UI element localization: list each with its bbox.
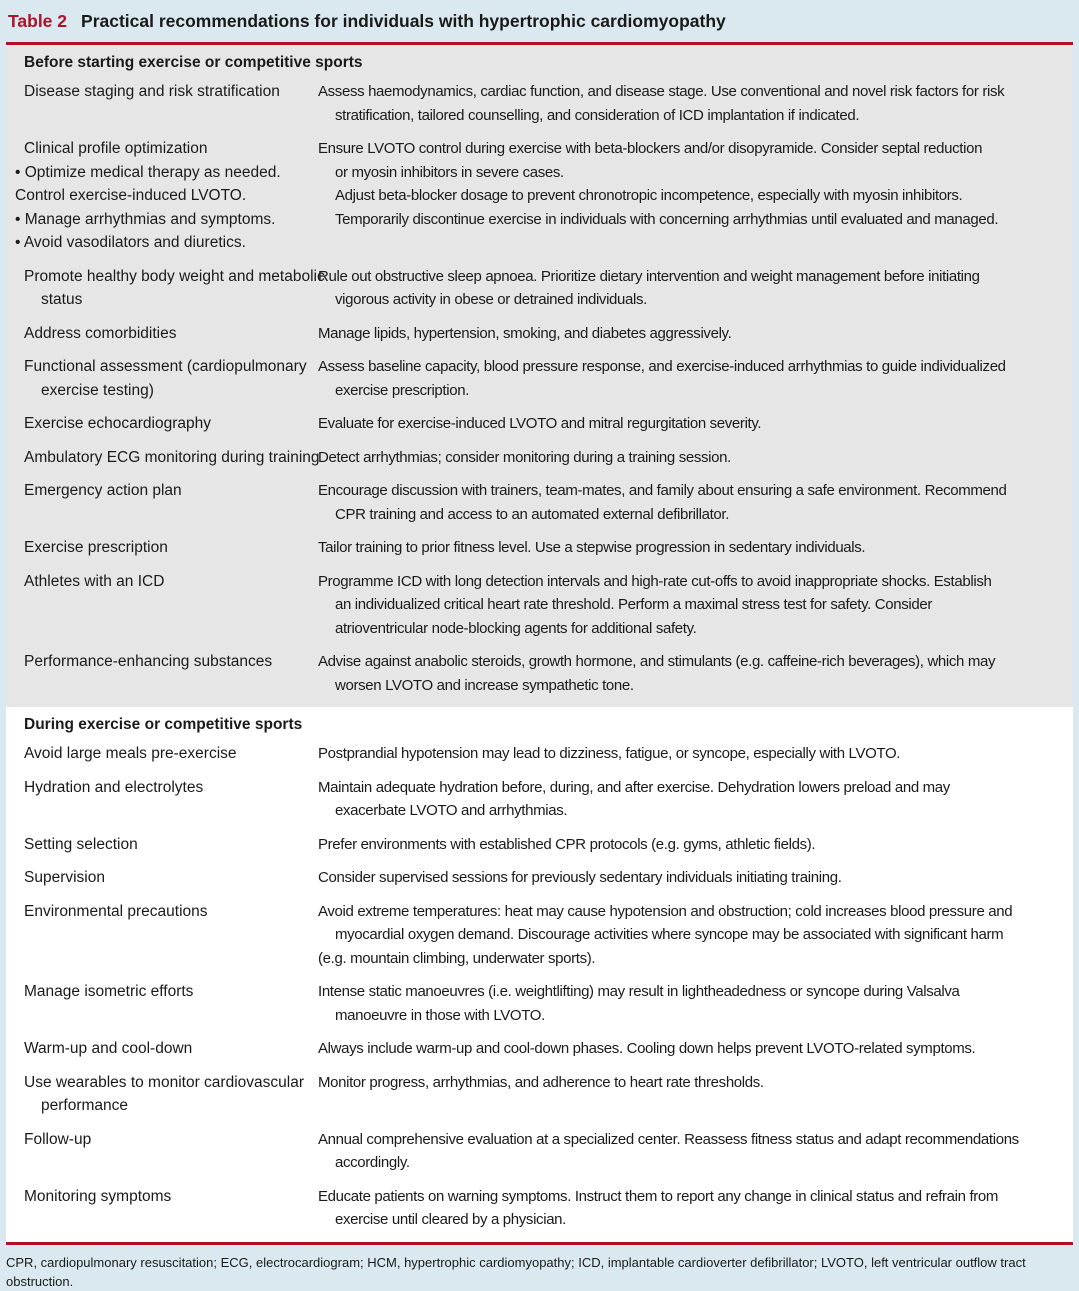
topic-line: Warm-up and cool-down <box>24 1040 193 1057</box>
topic-line: Exercise echocardiography <box>24 415 211 432</box>
topic-line: Ambulatory ECG monitoring during training <box>24 448 320 466</box>
topic-line: Promote healthy body weight and metabolic <box>24 267 325 285</box>
table-caption: Practical recommendations for individuals with hypertrophic cardiomyopathy <box>81 10 726 31</box>
section-heading: During exercise or competitive sports <box>24 716 303 733</box>
topic-line: status <box>41 291 83 308</box>
recommendation-line: Temporarily discontinue exercise in individuals with concerning arrhythmias until evaluated and managed. <box>335 210 999 228</box>
topic-line: Address comorbidities <box>24 324 177 342</box>
recommendation-line: Adjust beta-blocker dosage to prevent chronotropic incompetence, especially with myosin inhibitors. <box>335 187 963 204</box>
section-during-exercise <box>6 707 1073 1242</box>
topic-line: Use wearables to monitor cardiovascular <box>24 1073 304 1091</box>
row-topic <box>6 1128 318 1175</box>
recommendation-line: exacerbate LVOTO and arrhythmias. <box>335 802 568 819</box>
row-recommendation <box>318 265 1073 312</box>
row-recommendation <box>318 980 1073 1027</box>
topic-line: • Avoid vasodilators and diuretics. <box>15 234 246 251</box>
recommendation-line: manoeuvre in those with LVOTO. <box>335 1006 545 1024</box>
recommendation-line: stratification, tailored counselling, and consideration of ICD implantation if indicated. <box>335 106 860 124</box>
topic-line: Athletes with an ICD <box>24 572 165 590</box>
row-recommendation <box>318 1185 1073 1232</box>
topic-line: Control exercise-induced LVOTO. <box>15 187 247 204</box>
table-label: Table 2 <box>8 10 68 31</box>
row-topic <box>6 536 318 560</box>
row-recommendation <box>318 650 1073 697</box>
topic-line: • Optimize medical therapy as needed. <box>15 163 281 181</box>
row-recommendation <box>318 833 1073 857</box>
topic-line: performance <box>41 1097 129 1114</box>
recommendation-line: Manage lipids, hypertension, smoking, and diabetes aggressively. <box>318 324 732 342</box>
row-recommendation <box>318 80 1073 127</box>
topic-line: Hydration and electrolytes <box>24 778 204 796</box>
recommendation-line: worsen LVOTO and increase sympathetic tone. <box>335 676 634 694</box>
topic-line: Disease staging and risk stratification <box>24 83 280 100</box>
recommendation-line: Consider supervised sessions for previously sedentary individuals initiating training. <box>318 869 842 886</box>
recommendation-line: CPR training and access to an automated external defibrillator. <box>335 505 730 523</box>
table-row <box>6 80 1073 137</box>
topic-line: Clinical profile optimization <box>24 140 208 157</box>
row-topic <box>6 322 318 346</box>
table-row <box>6 536 1073 570</box>
table-row <box>6 866 1073 900</box>
topic-line: Supervision <box>24 869 105 886</box>
row-recommendation <box>318 900 1073 971</box>
row-recommendation <box>318 866 1073 890</box>
table-row <box>6 137 1073 265</box>
recommendation-line: Evaluate for exercise-induced LVOTO and mitral regurgitation severity. <box>318 415 762 432</box>
row-topic <box>6 1037 318 1061</box>
table-row <box>6 412 1073 446</box>
section-before-exercise <box>6 45 1073 707</box>
row-topic <box>6 479 318 526</box>
row-topic <box>6 412 318 436</box>
table-row <box>6 1128 1073 1185</box>
topic-line: Emergency action plan <box>24 482 182 499</box>
row-topic <box>6 900 318 971</box>
table-row <box>6 776 1073 833</box>
recommendation-line: Programme ICD with long detection intervals and high-rate cut-offs to avoid inappropriate shocks. Establish <box>318 572 992 590</box>
recommendation-line: Educate patients on warning symptoms. Instruct them to report any change in clinical status and refrain from <box>318 1187 999 1205</box>
recommendation-line: Intense static manoeuvres (i.e. weightlifting) may result in lightheadedness or syncope during Valsalva <box>318 983 960 1000</box>
recommendation-line: exercise prescription. <box>335 381 470 399</box>
table-row <box>6 1071 1073 1128</box>
row-topic <box>6 650 318 697</box>
row-recommendation <box>318 412 1073 436</box>
row-recommendation <box>318 1128 1073 1175</box>
recommendation-line: Rule out obstructive sleep apnoea. Prioritize dietary intervention and weight management before initiating <box>318 267 980 285</box>
table-row <box>6 265 1073 322</box>
row-recommendation <box>318 1071 1073 1118</box>
row-topic <box>6 446 318 470</box>
topic-line: • Manage arrhythmias and symptoms. <box>15 210 276 228</box>
recommendation-line: myocardial oxygen demand. Discourage activities where syncope may be associated with significant harm <box>335 926 1004 943</box>
recommendation-line: Annual comprehensive evaluation at a specialized center. Reassess fitness status and adapt recommendations <box>318 1130 1019 1148</box>
topic-line: Performance-enhancing substances <box>24 653 273 670</box>
row-topic <box>6 570 318 641</box>
row-recommendation <box>318 137 1073 255</box>
table-row <box>6 479 1073 536</box>
table-row <box>6 650 1073 707</box>
topic-line: Functional assessment (cardiopulmonary <box>24 358 307 375</box>
table-row <box>6 980 1073 1037</box>
table-title <box>0 0 1079 42</box>
table-row <box>6 1037 1073 1071</box>
row-recommendation <box>318 322 1073 346</box>
row-topic <box>6 1185 318 1232</box>
row-topic <box>6 355 318 402</box>
row-recommendation <box>318 1037 1073 1061</box>
row-topic <box>6 980 318 1027</box>
table-footnote: CPR, cardiopulmonary resuscitation; ECG, electrocardiogram; HCM, hypertrophic cardiomyopathy; ICD, implantable cardioverter defibrillator; LVOTO, left ventricular outflow tract obstruction. <box>6 1254 1026 1289</box>
table-row <box>6 1185 1073 1242</box>
row-recommendation <box>318 355 1073 402</box>
recommendation-line: Postprandial hypotension may lead to dizziness, fatigue, or syncope, especially with LVOTO. <box>318 745 901 762</box>
table-row <box>6 742 1073 776</box>
topic-line: Manage isometric efforts <box>24 983 194 1000</box>
topic-line: Monitoring symptoms <box>24 1187 172 1205</box>
row-recommendation <box>318 742 1073 766</box>
row-topic <box>6 833 318 857</box>
topic-line: Setting selection <box>24 835 138 853</box>
table-row <box>6 355 1073 412</box>
row-topic <box>6 1071 318 1118</box>
recommendation-line: Always include warm-up and cool-down phases. Cooling down helps prevent LVOTO-related symptoms. <box>318 1040 976 1057</box>
recommendation-line: Maintain adequate hydration before, during, and after exercise. Dehydration lowers preload and may <box>318 778 950 796</box>
table-row <box>6 833 1073 867</box>
topic-line: Environmental precautions <box>24 902 208 920</box>
row-topic <box>6 866 318 890</box>
recommendation-line: Assess baseline capacity, blood pressure response, and exercise-induced arrhythmias to guide individualized <box>318 358 1006 375</box>
recommendation-line: an individualized critical heart rate threshold. Perform a maximal stress test for safety. Consider <box>335 596 932 613</box>
section-heading: Before starting exercise or competitive sports <box>24 54 363 71</box>
recommendation-line: atrioventricular node-blocking agents for additional safety. <box>335 619 697 637</box>
row-topic <box>6 742 318 766</box>
row-recommendation <box>318 776 1073 823</box>
recommendation-line: (e.g. mountain climbing, underwater sports). <box>318 949 596 967</box>
row-recommendation <box>318 536 1073 560</box>
row-topic <box>6 776 318 823</box>
table-row <box>6 322 1073 356</box>
recommendation-line: Tailor training to prior fitness level. Use a stepwise progression in sedentary individuals. <box>318 539 866 556</box>
recommendation-line: Prefer environments with established CPR protocols (e.g. gyms, athletic fields). <box>318 835 816 853</box>
topic-line: Avoid large meals pre-exercise <box>24 745 237 762</box>
recommendation-line: Detect arrhythmias; consider monitoring during a training session. <box>318 448 731 466</box>
recommendation-line: Monitor progress, arrhythmias, and adherence to heart rate thresholds. <box>318 1073 764 1091</box>
recommendation-line: accordingly. <box>335 1154 410 1171</box>
table-row <box>6 900 1073 981</box>
topic-line: exercise testing) <box>41 381 154 399</box>
recommendations-table <box>6 45 1073 1242</box>
row-topic <box>6 265 325 312</box>
topic-line: Exercise prescription <box>24 539 168 556</box>
recommendation-line: vigorous activity in obese or detrained individuals. <box>335 291 647 308</box>
recommendation-line: Avoid extreme temperatures: heat may cause hypotension and obstruction; cold increases blood pressure and <box>318 902 1013 920</box>
table-row <box>6 446 1073 480</box>
recommendation-line: or myosin inhibitors in severe cases. <box>335 163 564 181</box>
topic-line: Follow-up <box>24 1130 92 1148</box>
table-row <box>6 570 1073 651</box>
recommendation-line: Assess haemodynamics, cardiac function, and disease stage. Use conventional and novel risk factors for risk <box>318 83 1005 100</box>
recommendation-line: Advise against anabolic steroids, growth hormone, and stimulants (e.g. caffeine-rich beverages), which may <box>318 653 996 670</box>
row-recommendation <box>318 446 1073 470</box>
row-recommendation <box>318 570 1073 641</box>
row-topic <box>6 80 318 127</box>
row-recommendation <box>318 479 1073 526</box>
recommendation-line: Ensure LVOTO control during exercise with beta-blockers and/or disopyramide. Consider septal reduction <box>318 140 983 157</box>
row-topic <box>6 137 318 255</box>
recommendation-line: exercise until cleared by a physician. <box>335 1211 566 1228</box>
recommendation-line: Encourage discussion with trainers, team-mates, and family about ensuring a safe environment. Recommend <box>318 482 1007 499</box>
